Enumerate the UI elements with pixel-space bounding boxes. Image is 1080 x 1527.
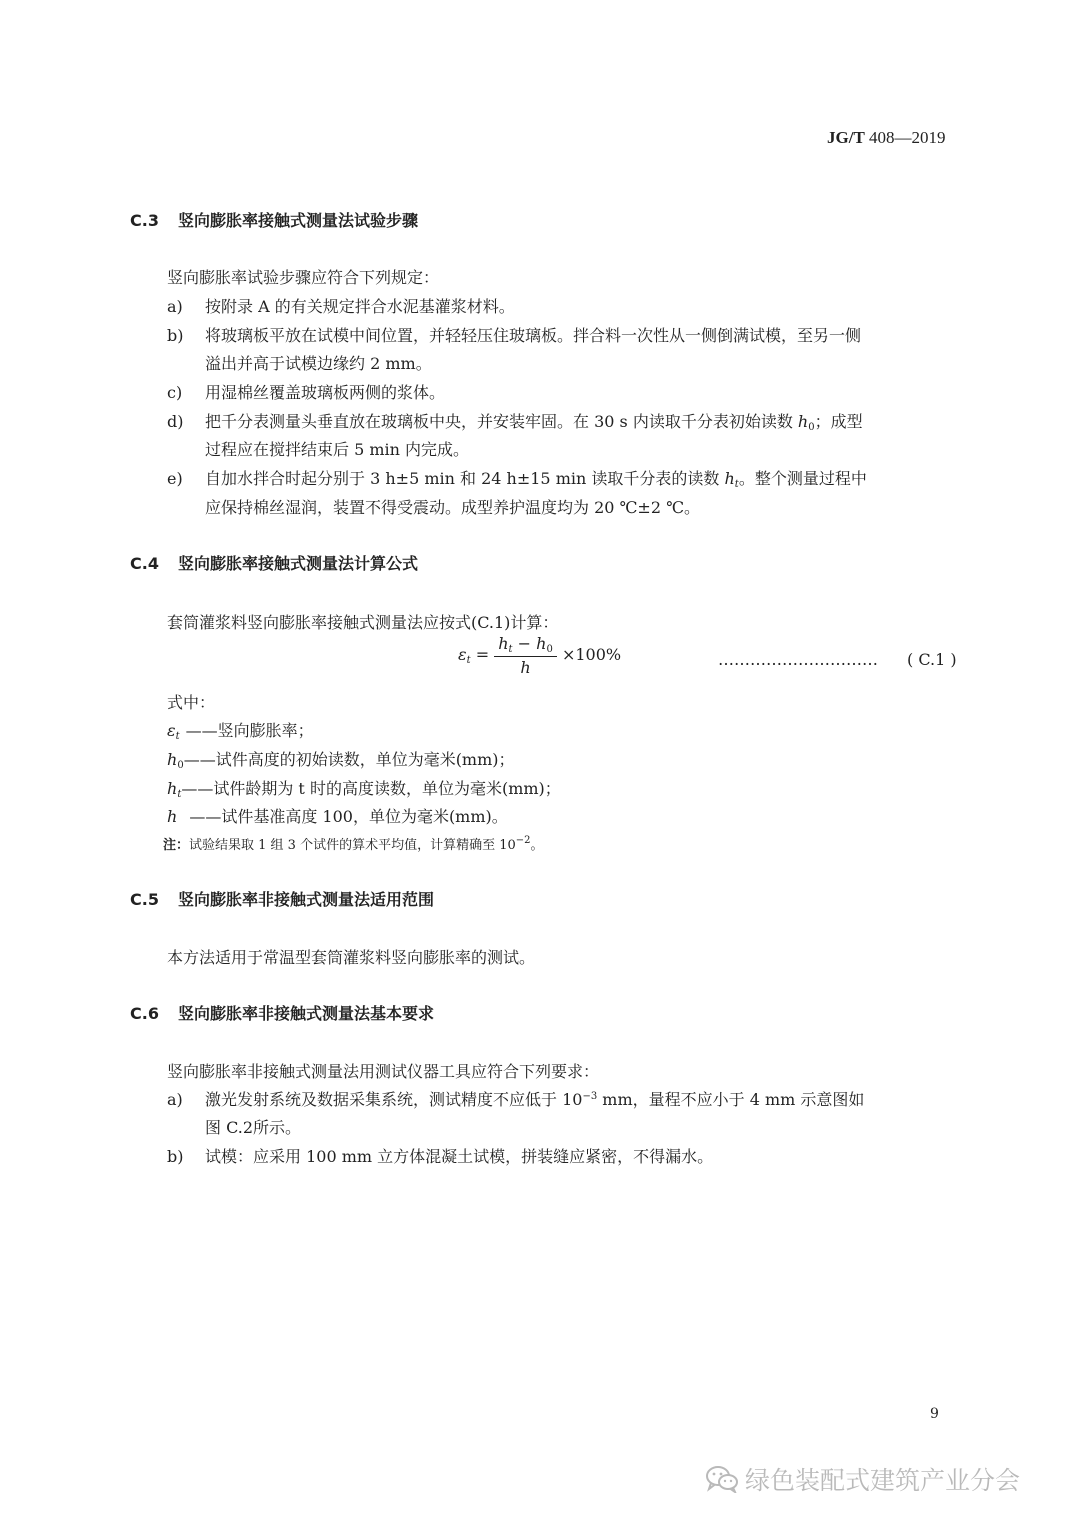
item-text-end: ；成型	[814, 412, 863, 431]
item-text: 试模：应采用 100 mm 立方体混凝土试模，拼装缝应紧密，不得漏水。	[205, 1147, 714, 1166]
formula-fraction	[494, 634, 557, 677]
formula-lhs: ε	[458, 645, 467, 664]
subscript: t	[734, 479, 739, 490]
definition-symbol: h	[167, 807, 178, 826]
section-title: 竖向膨胀率接触式测量法计算公式	[178, 554, 419, 573]
item-text: 用湿棉丝覆盖玻璃板两侧的浆体。	[205, 383, 446, 402]
c6-item-b	[167, 1144, 713, 1167]
c3-item-d	[167, 409, 863, 433]
definition-row	[167, 747, 515, 771]
c4-intro: 套筒灌浆料竖向膨胀率接触式测量法应按式(C.1)计算：	[167, 613, 559, 632]
variable-h: h	[797, 412, 809, 431]
definition-text: ——试件龄期为 t 时的高度读数，单位为毫米(mm)；	[181, 779, 561, 798]
numerator-h0-sub: 0	[546, 644, 553, 655]
formula-number: ( C.1 )	[907, 650, 957, 669]
c3-item-b-cont: 溢出并高于试模边缘约 2 mm。	[205, 354, 432, 373]
item-label: a)	[167, 297, 183, 316]
item-text: 把千分表测量头垂直放在玻璃板中央，并安装牢固。在 30 s 内读取千分表初始读数	[205, 412, 798, 431]
standard-prefix: JG/T	[827, 128, 865, 147]
definition-text: ——试件高度的初始读数，单位为毫米(mm)；	[183, 750, 515, 769]
section-number: C.5	[130, 890, 159, 909]
standard-code: 408—2019	[869, 128, 946, 147]
c3-item-e-cont: 应保持棉丝湿润，装置不得受震动。成型养护温度均为 20 ℃±2 ℃。	[205, 498, 701, 517]
subscript: 0	[808, 422, 815, 433]
numerator-ht: h	[498, 634, 509, 653]
c6-item-a-cont: 图 C.2所示。	[205, 1118, 302, 1137]
where-label: 式中：	[167, 693, 216, 712]
item-text: 将玻璃板平放在试模中间位置，并轻轻压住玻璃板。拌合料一次性从一侧倒满试模，至另一侧	[205, 326, 862, 345]
standard-number	[827, 128, 946, 148]
note-end: 。	[530, 838, 544, 853]
formula-lhs-sub: t	[466, 655, 471, 666]
c3-item-d-cont: 过程应在搅拌结束后 5 min 内完成。	[205, 440, 470, 459]
c3-item-c	[167, 380, 445, 403]
item-label: b)	[167, 1147, 184, 1166]
definition-row	[167, 776, 561, 800]
section-title: 竖向膨胀率接触式测量法试验步骤	[178, 211, 419, 230]
section-c5-heading	[130, 887, 434, 910]
section-number: C.6	[130, 1004, 159, 1023]
item-exponent: −3	[582, 1091, 598, 1102]
definition-text: ——竖向膨胀率；	[185, 721, 314, 740]
item-label: c)	[167, 383, 183, 402]
definition-subscript: t	[175, 731, 180, 742]
item-label: e)	[167, 469, 183, 488]
item-label: b)	[167, 326, 184, 345]
section-number: C.3	[130, 211, 159, 230]
page-number: 9	[930, 1406, 939, 1422]
formula-numerator	[494, 634, 557, 657]
formula-leader-dots: …………………………	[718, 650, 878, 669]
numerator-h0: h	[536, 634, 547, 653]
formula-equals: =	[475, 645, 490, 664]
wechat-icon	[705, 1465, 739, 1499]
note-exponent: −2	[515, 835, 531, 846]
definition-text: ——试件基准高度 100，单位为毫米(mm)。	[189, 807, 508, 826]
formula-denominator: h	[520, 658, 531, 677]
c3-intro: 竖向膨胀率试验步骤应符合下列规定：	[167, 268, 440, 287]
formula-c1	[458, 634, 621, 677]
watermark	[705, 1461, 1020, 1499]
section-title: 竖向膨胀率非接触式测量法基本要求	[178, 1004, 435, 1023]
c6-item-a	[167, 1087, 864, 1110]
section-c4-heading	[130, 551, 418, 574]
c5-text: 本方法适用于常温型套筒灌浆料竖向膨胀率的测试。	[167, 948, 536, 967]
note-label: 注：	[163, 838, 190, 853]
item-text-end: mm，量程不应小于 4 mm 示意图如	[597, 1090, 865, 1109]
item-text: 自加水拌合时起分别于 3 h±5 min 和 24 h±15 min 读取千分表的读数	[205, 469, 725, 488]
c4-note	[163, 834, 544, 853]
definition-symbol: h	[167, 750, 178, 769]
c6-intro: 竖向膨胀率非接触式测量法用测试仪器工具应符合下列要求：	[167, 1062, 600, 1081]
item-label: a)	[167, 1090, 183, 1109]
definition-subscript: t	[177, 789, 182, 800]
item-label: d)	[167, 412, 184, 431]
definition-subscript: 0	[177, 760, 184, 771]
numerator-ht-sub: t	[508, 644, 513, 655]
definition-symbol: ε	[167, 721, 176, 740]
definition-row	[167, 718, 314, 742]
c3-item-e	[167, 466, 867, 490]
section-c3-heading	[130, 208, 418, 231]
section-title: 竖向膨胀率非接触式测量法适用范围	[178, 890, 435, 909]
formula-times: ×100%	[561, 645, 622, 664]
definition-symbol: h	[167, 779, 178, 798]
item-text-end: 。整个测量过程中	[738, 469, 867, 488]
variable-h: h	[724, 469, 735, 488]
note-text: 试验结果取 1 组 3 个试件的算术平均值，计算精确至 10	[189, 838, 516, 853]
item-text: 激光发射系统及数据采集系统，测试精度不应低于 10	[205, 1090, 583, 1109]
watermark-text: 绿色装配式建筑产业分会	[745, 1466, 1021, 1495]
definition-row	[167, 804, 508, 827]
section-number: C.4	[130, 554, 159, 573]
minus-sign: −	[517, 634, 532, 653]
item-text: 按附录 A 的有关规定拌合水泥基灌浆材料。	[205, 297, 515, 316]
c3-item-a	[167, 294, 515, 317]
section-c6-heading	[130, 1001, 434, 1024]
c3-item-b	[167, 323, 861, 346]
